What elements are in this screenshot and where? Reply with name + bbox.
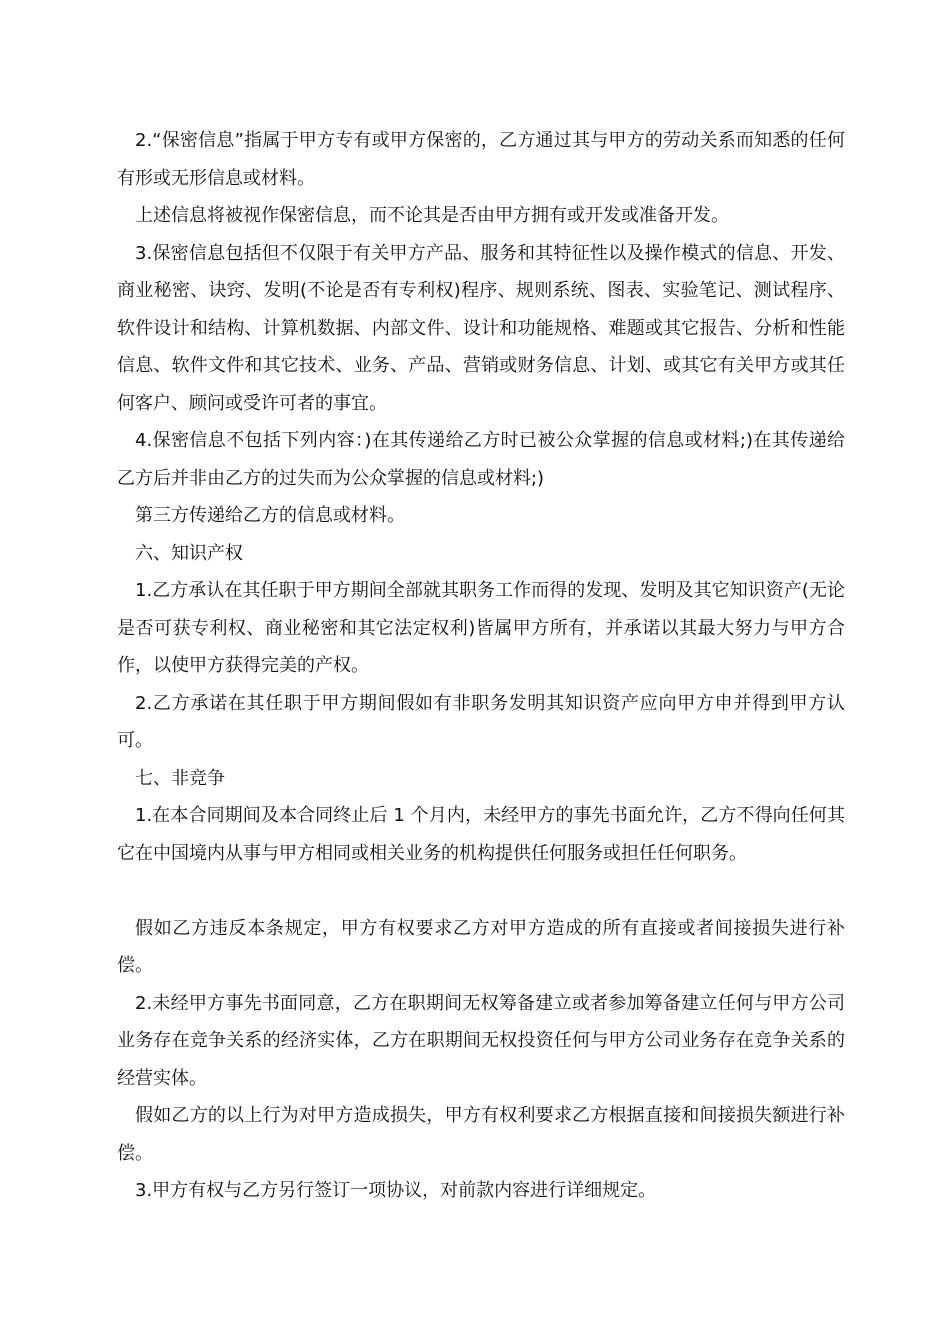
paragraph-non-compete-2: 2.未经甲方事先书面同意，乙方在职期间无权筹备建立或者参加筹备建立任何与甲方公司业务存在竞争关系的经济实体，乙方在职期间无权投资任何与甲方公司业务存在竞争关系的经营实体。	[117, 992, 845, 1089]
paragraph-third-party: 第三方传递给乙方的信息或材料。	[135, 505, 405, 526]
paragraph-definition-note: 上述信息将被视作保密信息，而不论其是否由甲方拥有或开发或准备开发。	[135, 205, 729, 226]
section-heading-non-compete: 七、非竞争	[135, 767, 225, 789]
document-body	[117, 122, 845, 1210]
paragraph-ip-2: 2.乙方承诺在其任职于甲方期间假如有非职务发明其知识资产应向甲方申并得到甲方认可。	[117, 692, 845, 751]
paragraph-breach: 假如乙方违反本条规定，甲方有权要求乙方对甲方造成的所有直接或者间接损失进行补偿。	[117, 917, 845, 976]
paragraph-scope: 3.保密信息包括但不仅限于有关甲方产品、服务和其特征性以及操作模式的信息、开发、商业秘密、诀窍、发明(不论是否有专利权)程序、规则系统、图表、实验笔记、测试程序、软件设计和结构、计算机数据、内部文件、设计和功能规格、难题或其它报告、分析和性能信息、软件文件和其它技术、业务、产品、营销或财务信息、计划、或其它有关甲方或其任何客户、顾问或受许可者的事宜。	[117, 242, 845, 414]
paragraph-compensation: 假如乙方的以上行为对甲方造成损失，甲方有权利要求乙方根据直接和间接损失额进行补偿。	[117, 1105, 845, 1164]
paragraph-gap	[117, 872, 845, 910]
paragraph-ip-1: 1.乙方承认在其任职于甲方期间全部就其职务工作而得的发现、发明及其它知识资产(无论是否可获专利权、商业秘密和其它法定权利)皆属甲方所有，并承诺以其最大努力与甲方合作，以使甲方获得完美的产权。	[117, 580, 845, 676]
section-heading-ip: 六、知识产权	[135, 542, 243, 564]
paragraph-definition: 2.“保密信息”指属于甲方专有或甲方保密的，乙方通过其与甲方的劳动关系而知悉的任何有形或无形信息或材料。	[117, 130, 845, 189]
paragraph-exclusions: 4.保密信息不包括下列内容：)在其传递给乙方时已被公众掌握的信息或材料;)在其传递给乙方后并非由乙方的过失而为公众掌握的信息或材料;)	[117, 430, 845, 489]
paragraph-non-compete-1: 1.在本合同期间及本合同终止后 1 个月内，未经甲方的事先书面允许，乙方不得向任何其它在中国境内从事与甲方相同或相关业务的机构提供任何服务或担任任何职务。	[117, 805, 845, 864]
paragraph-non-compete-3: 3.甲方有权与乙方另行签订一项协议，对前款内容进行详细规定。	[135, 1180, 657, 1201]
